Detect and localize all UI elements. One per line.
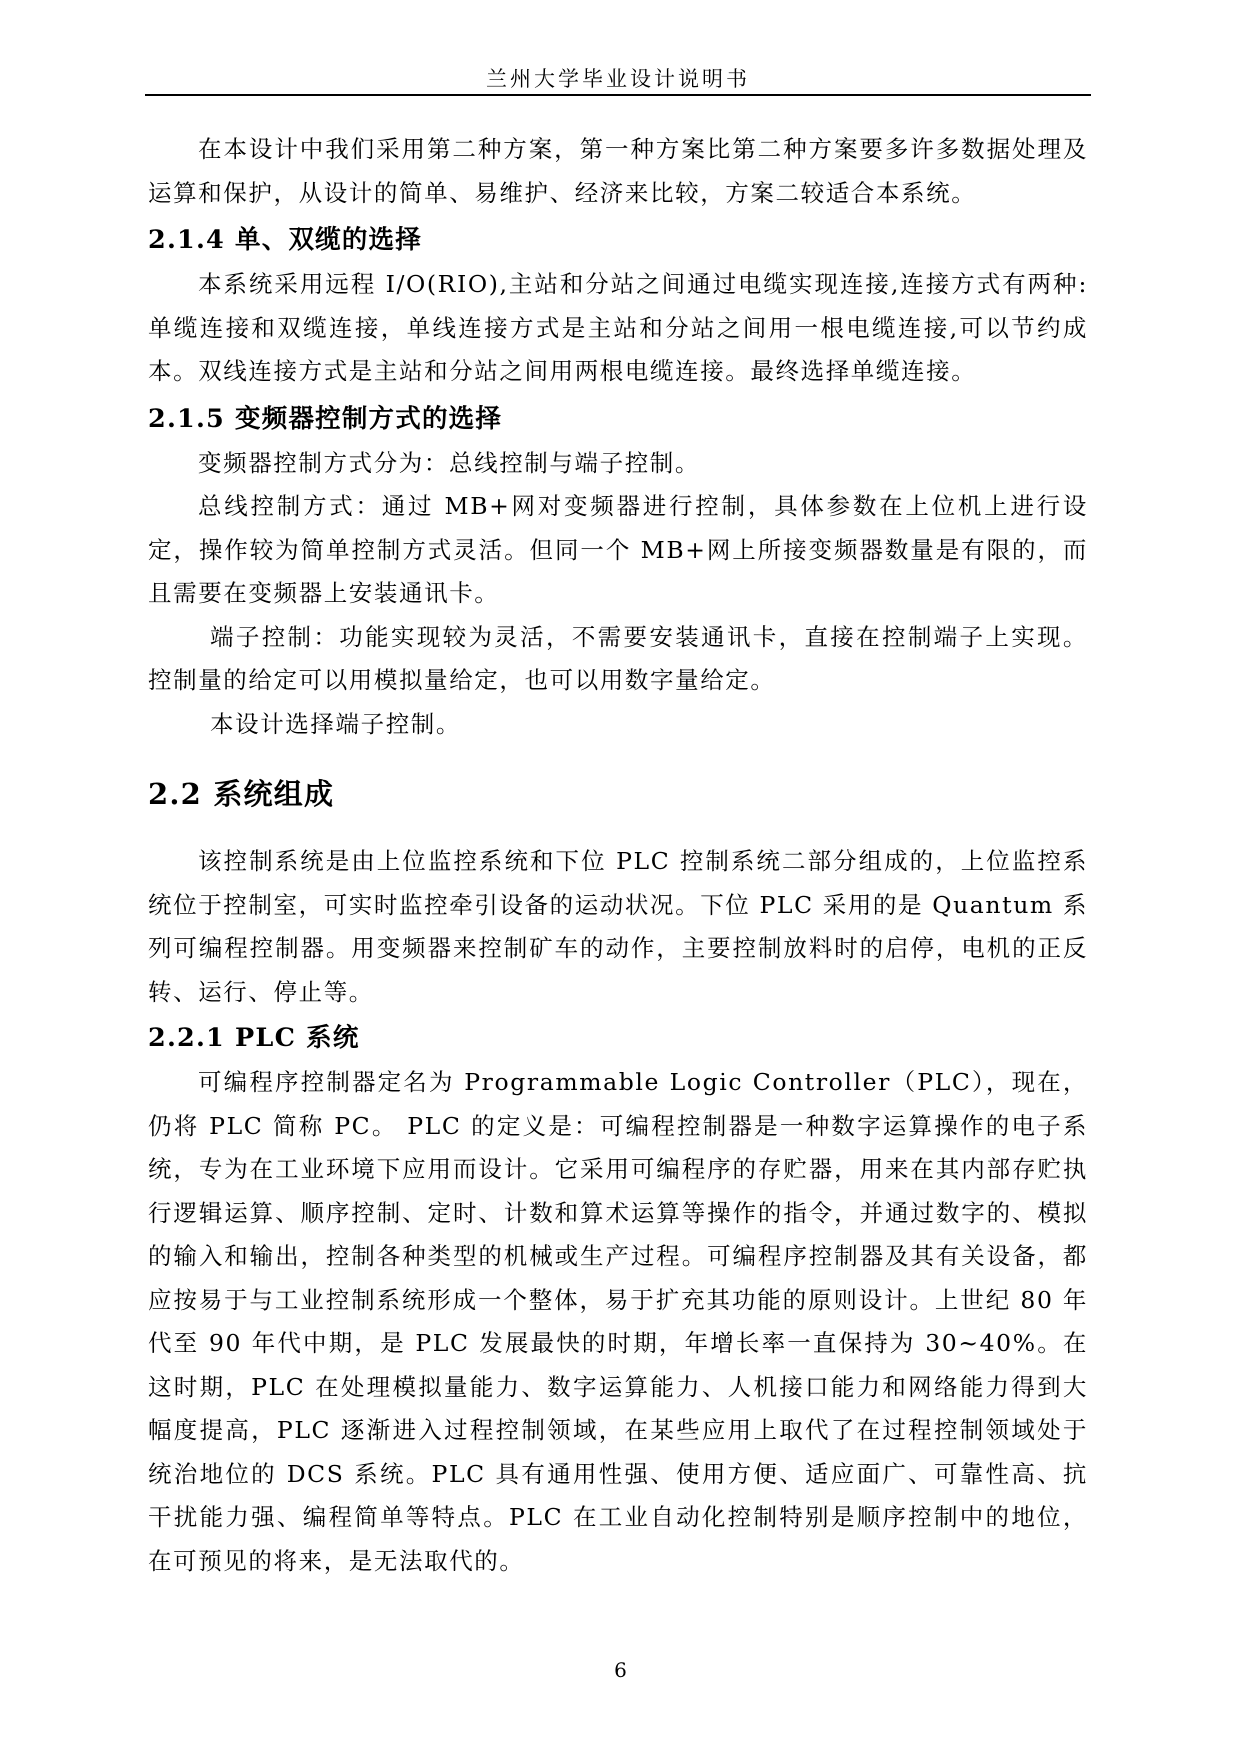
paragraph-intro: 在本设计中我们采用第二种方案，第一种方案比第二种方案要多许多数据处理及运算和保护，从设计的简单、易维护、经济来比较，方案二较适合本系统。 [148,135,1088,207]
page-header-title: 兰州大学毕业设计说明书 [486,67,750,91]
section-heading-2-2-1: 2.2.1 PLC 系统 [148,1023,360,1053]
paragraph-2-2: 该控制系统是由上位监控系统和下位 PLC 控制系统二部分组成的，上位监控系统位于控制室，可实时监控牵引设备的运动状况。下位 PLC 采用的是 Quantum 系列可编程控制器。用变频器来控制矿车的动作，主要控制放料时的启停，电机的正反转、运行、停止等。 [148,847,1088,1006]
header-divider [145,94,1091,96]
paragraph-2-1-5-c: 端子控制：功能实现较为灵活，不需要安装通讯卡，直接在控制端子上实现。控制量的给定可以用模拟量给定，也可以用数字量给定。 [148,622,1088,694]
section-heading-2-1-4: 2.1.4 单、双缆的选择 [148,225,422,255]
section-heading-2-2: 2.2 系统组成 [148,777,335,811]
paragraph-2-1-5-d: 本设计选择端子控制。 [210,709,461,738]
paragraph-2-2-1: 可编程序控制器定名为 Programmable Logic Controller（PLC），现在，仍将 PLC 简称 PC。 PLC 的定义是：可编程控制器是一种数字运算操作的电子系统，专为在工业环境下应用而设计。它采用可编程序的存贮器，用来在其内部存贮执行逻辑运算、顺序控制、定时、计数和算术运算等操作的指令，并通过数字的、模拟的输入和输出，控制各种类型的机械或生产过程。可编程序控制器及其有关设备，都应按易于与工业控制系统形成一个整体，易于扩充其功能的原则设计。上世纪 80 年代至 90 年代中期，是 PLC 发展最快的时期，年增长率一直保持为 30~40%。在这时期，PLC 在处理模拟量能力、数字运算能力、人机接口能力和网络能力得到大幅度提高，PLC 逐渐进入过程控制领域，在某些应用上取代了在过程控制领域处于统治地位的 DCS 系统。PLC 具有通用性强、使用方便、适应面广、可靠性高、抗干扰能力强、编程简单等特点。PLC 在工业自动化控制特别是顺序控制中的地位，在可预见的将来，是无法取代的。 [148,1068,1088,1575]
page-body [148,128,1088,1583]
paragraph-2-1-5-a: 变频器控制方式分为：总线控制与端子控制。 [198,448,700,477]
section-heading-2-1-5: 2.1.5 变频器控制方式的选择 [148,403,503,434]
page-number: 6 [614,1658,627,1682]
paragraph-2-1-5-b: 总线控制方式：通过 MB+网对变频器进行控制，具体参数在上位机上进行设定，操作较为简单控制方式灵活。但同一个 MB+网上所接变频器数量是有限的，而且需要在变频器上安装通讯卡。 [148,492,1088,607]
paragraph-2-1-4: 本系统采用远程 I/O(RIO),主站和分站之间通过电缆实现连接,连接方式有两种:单缆连接和双缆连接，单线连接方式是主站和分站之间用一根电缆连接,可以节约成本。双线连接方式是主站和分站之间用两根电缆连接。最终选择单缆连接。 [148,270,1088,385]
